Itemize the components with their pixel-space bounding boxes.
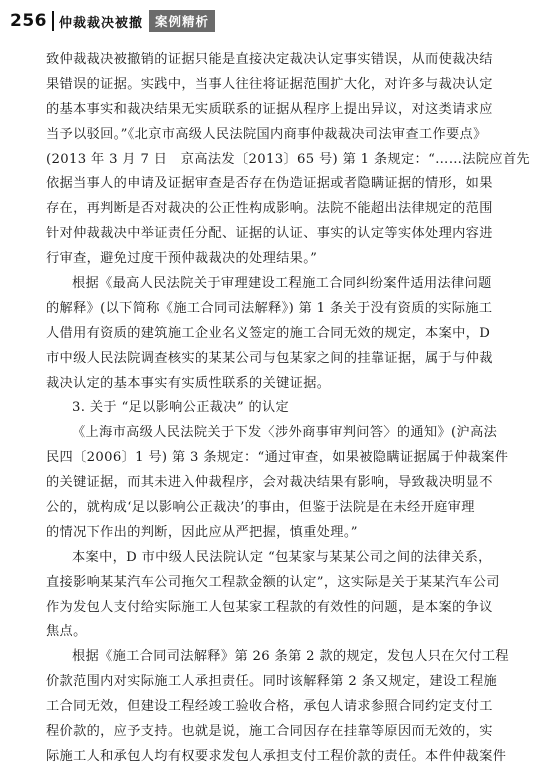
section-badge: 案例精析 [149,10,215,32]
text-line: 依据当事人的申请及证据审查是否存在伪造证据或者隐瞒证据的情形，如果 [46,176,493,192]
text-line: 作为发包人支付给实际施工人包某家工程款的有效性的问题，是本案的争议 [46,599,493,615]
text-line: 直接影响某某汽车公司拖欠工程款金额的认定”，这实际是关于某某汽车公司 [46,574,500,590]
text-line: 根据《施工合同司法解释》第 26 条第 2 款的规定，发包人只在欠付工程 [72,649,509,665]
text-line: 人借用有资质的建筑施工企业名义签定的施工合同无效的规定，本案中，D [46,325,491,341]
book-title: 仲裁裁决被撤 [59,15,144,31]
text-line: 根据《最高人民法院关于审理建设工程施工合同纠纷案件适用法律问题 [72,276,492,292]
text-line: 的解释》(以下简称《施工合同司法解释》) 第 1 条关于没有资质的实际施工 [46,300,493,316]
text-line: 民四〔2006〕1 号) 第 3 条规定：“通过审查，如果被隐瞒证据属于仲裁案件 [46,450,509,466]
body-text [46,48,530,770]
header-divider [52,11,54,31]
text-line: 本案中，D 市中级人民法院认定 “包某家与某某公司之间的法律关系， [72,549,492,565]
text-line: 行审查，避免过度干预仲裁裁决的处理结果。” [46,251,318,267]
text-line: 工合同无效，但建设工程经竣工验收合格，承包人请求参照合同约定支付工 [46,699,493,715]
page-number: 256 [10,11,47,31]
text-line: 果错误的证据。实践中，当事人往往将证据范围扩大化，对许多与裁决认定 [46,76,493,92]
text-line: 程价款的，应予支持。也就是说，施工合同因存在挂靠等原因而无效的，实 [46,724,493,740]
text-line: 《上海市高级人民法院关于下发〈涉外商事审判问答〉的通知》(沪高法 [72,425,498,441]
text-line: 价款范围内对实际施工人承担责任。同时该解释第 2 条又规定，建设工程施 [46,674,498,690]
text-line: 焦点。 [46,624,87,640]
text-line: 当予以驳回。”《北京市高级人民法院国内商事仲裁裁决司法审查工作要点》 [46,126,487,142]
text-line: (2013 年 3 月 7 日 京高法发〔2013〕65 号) 第 1 条规定：“……法院应首先 [46,151,530,167]
text-line: 裁决认定的基本事实有实质性联系的关键证据。 [46,375,331,391]
text-line: 公的，就构成‘足以影响公正裁决’的事由，但鉴于法院是在未经开庭审理 [46,500,475,516]
text-line: 存在，再判断是否对裁决的公正性构成影响。法院不能超出法律规定的范围 [46,201,493,217]
text-line: 的基本事实和裁决结果无实质联系的证据从程序上提出异议，对这类请求应 [46,101,493,117]
text-line: 的情况下作出的判断，因此应从严把握，慎重处理。” [46,524,358,540]
text-line: 的关键证据，而其未进入仲裁程序，会对裁决结果有影响，导致裁决明显不 [46,475,493,491]
text-line: 3. 关于 “足以影响公正裁决” 的认定 [72,400,290,416]
running-header [10,10,215,32]
text-line: 市中级人民法院调查核实的某某公司与包某家之间的挂靠证据，属于与仲裁 [46,350,493,366]
text-line: 针对仲裁裁决中举证责任分配、证据的认证、事实的认定等实体处理内容进 [46,226,493,242]
text-line: 际施工人和承包人均有权要求发包人承担支付工程价款的责任。本件仲裁案件 [46,748,507,764]
text-line: 致仲裁裁决被撤销的证据只能是直接决定裁决认定事实错误，从而使裁决结 [46,52,493,67]
